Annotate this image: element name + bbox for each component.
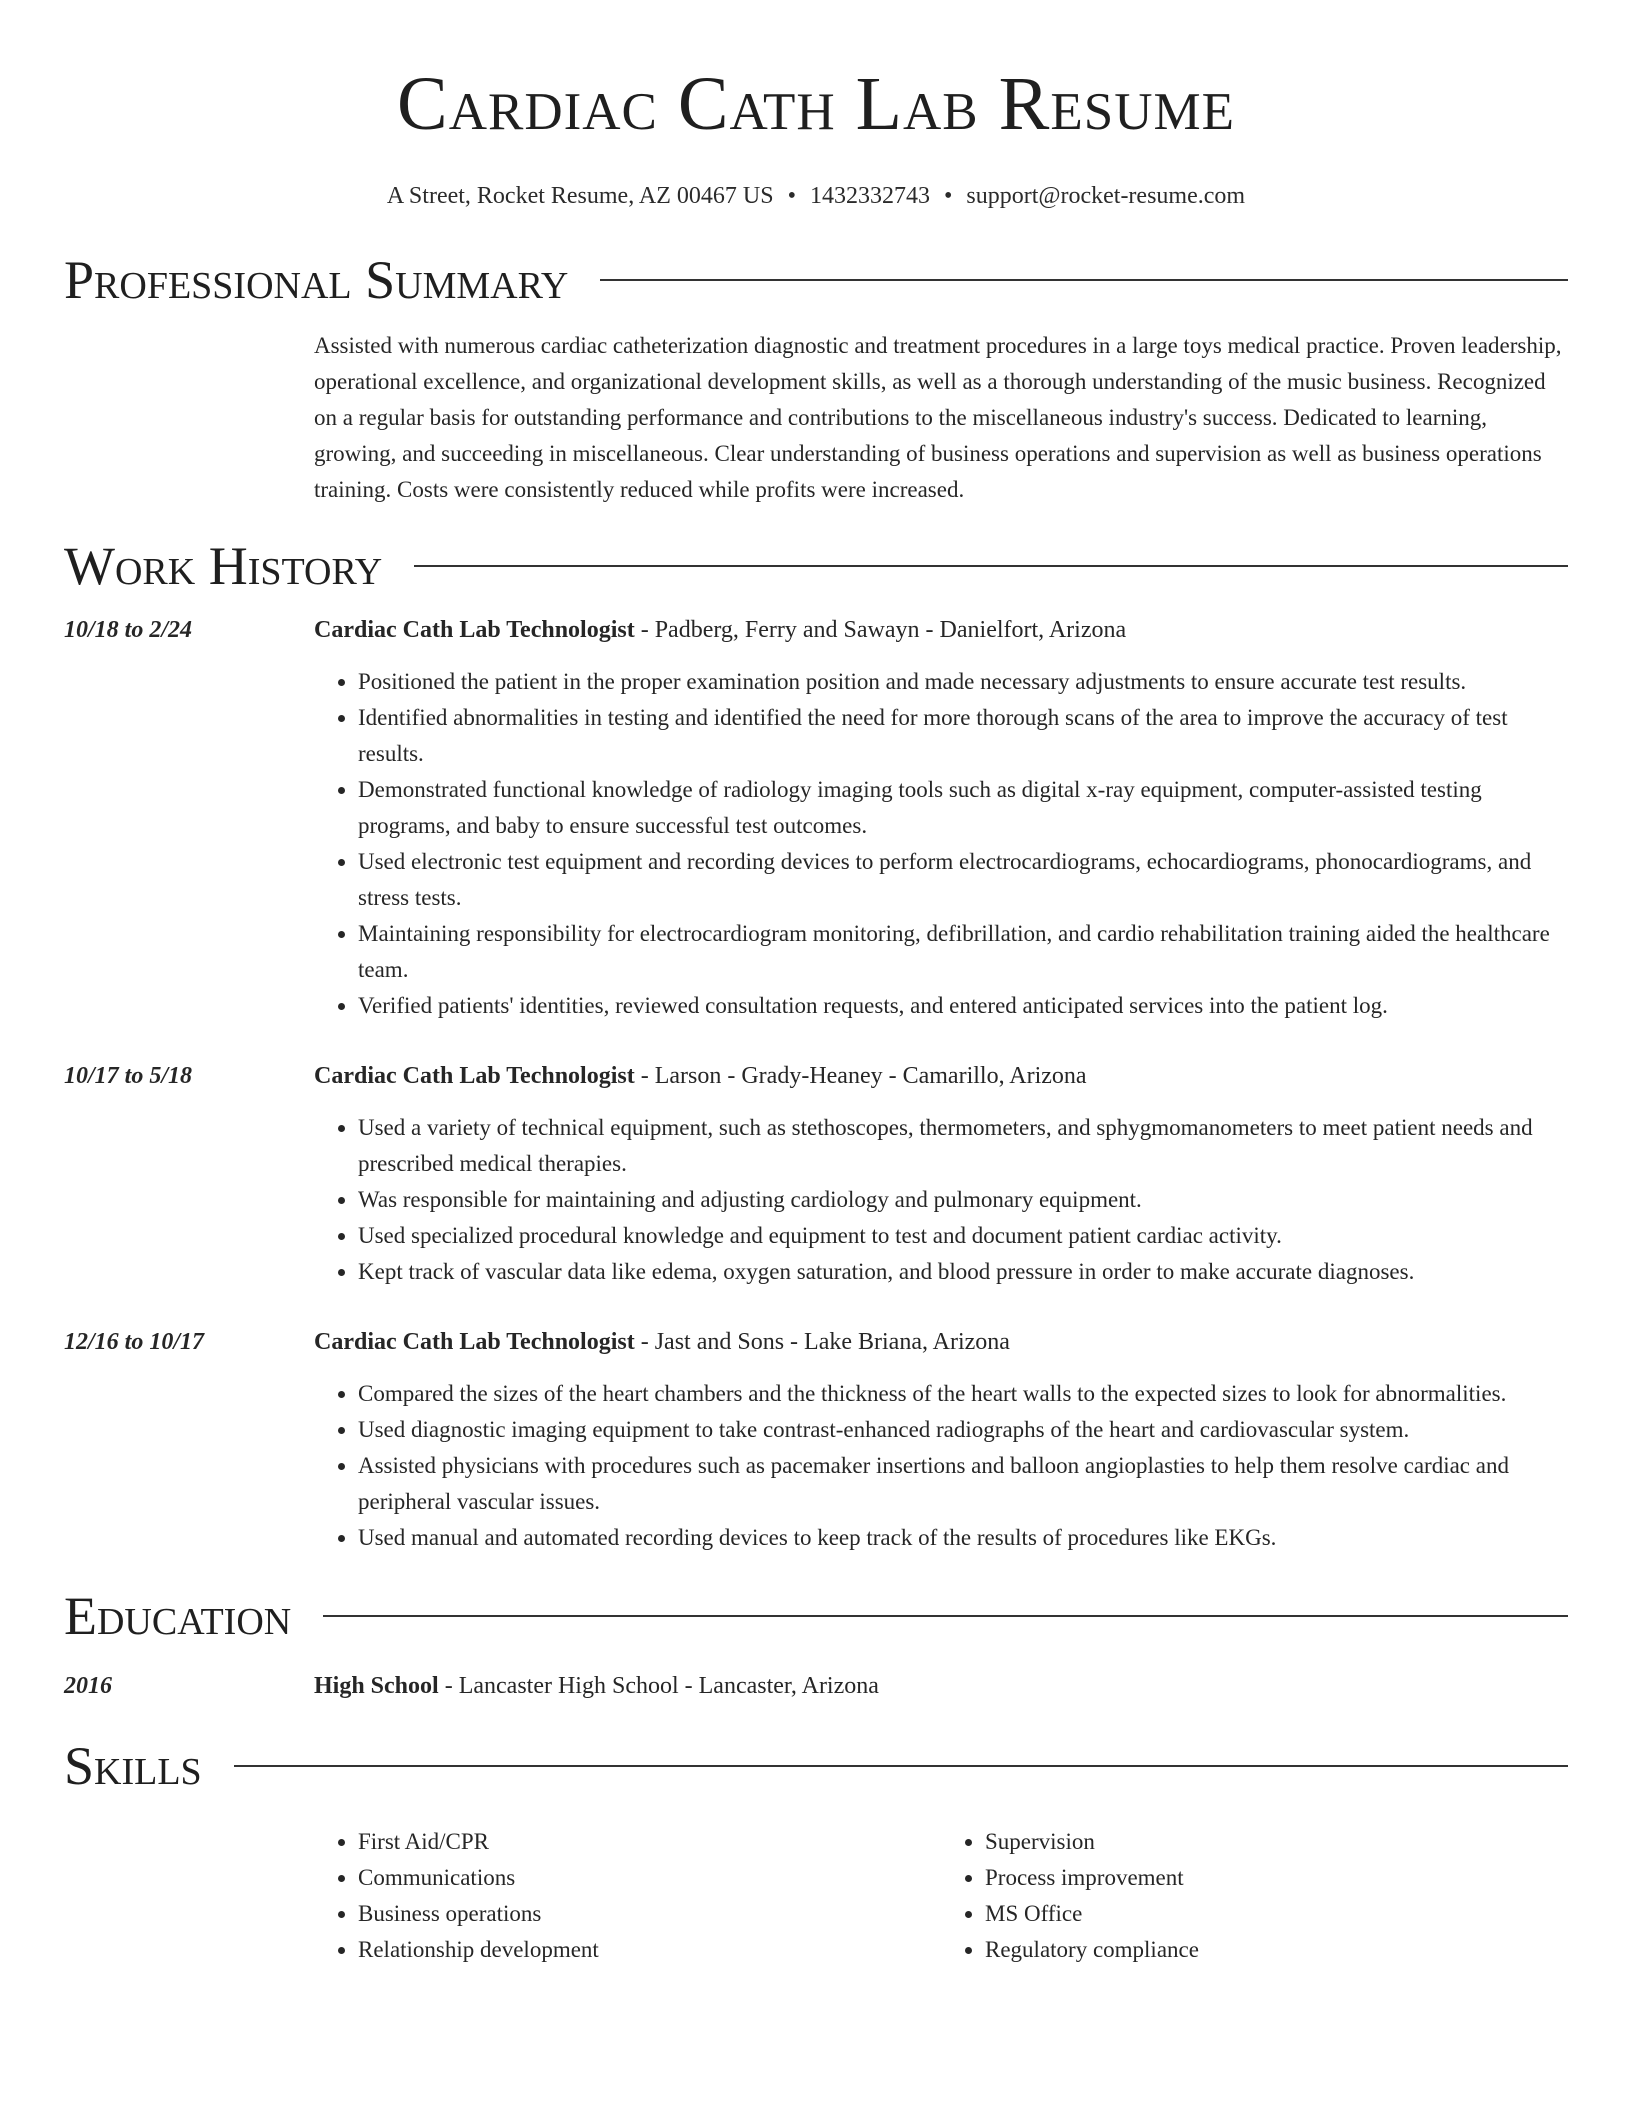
job-employer: - Padberg, Ferry and Sawayn - Danielfort, Arizona (634, 617, 1127, 643)
job-bullets (314, 664, 1568, 1024)
education-section-header (64, 1584, 1568, 1648)
contact-separator: • (787, 183, 796, 209)
section-divider (414, 565, 1568, 567)
skills-column-left (314, 1824, 941, 1968)
job-bullet: • Demonstrated functional knowledge of radiology imaging tools such as digital x-ray equipment, computer-assisted testing programs, and baby to ensure successful test outcomes. (358, 772, 1568, 844)
job-role: Cardiac Cath Lab Technologist (314, 617, 635, 643)
skill-item: • Business operations (358, 1896, 941, 1932)
education-line (314, 1668, 1568, 1704)
contact-line (64, 180, 1568, 212)
job-entry (64, 612, 1568, 1024)
work-section-title: Work History (64, 536, 383, 596)
job-bullet: • Used diagnostic imaging equipment to take contrast-enhanced radiographs of the heart and cardiovascular system. (358, 1412, 1568, 1448)
job-bullet: • Used electronic test equipment and recording devices to perform electrocardiograms, echocardiograms, phonocardiograms, and stress tests. (358, 844, 1568, 916)
summary-text: Assisted with numerous cardiac catheterization diagnostic and treatment procedures in a large toys medical practice. Proven leadership, operational excellence, and organizational development skills, as well as a thorough understanding of the music business. Recognized on a regular basis for outstanding performance and contributions to the miscellaneous industry's success. Dedicated to learning, growing, and succeeding in miscellaneous. Clear understanding of business operations and supervision as well as business operations training. Costs were consistently reduced while profits were increased. (314, 333, 1562, 502)
summary-section-title: Professional Summary (64, 250, 569, 310)
education-degree: High School (314, 1673, 439, 1699)
resume-name: Cardiac Cath Lab Resume (397, 62, 1235, 146)
section-divider (600, 279, 1568, 281)
education-section-title: Education (64, 1586, 292, 1646)
job-title-line (314, 612, 1568, 648)
skills-row (64, 1824, 1568, 1968)
summary-section-header (64, 248, 1568, 312)
work-history-list (64, 612, 1568, 1556)
job-dates: 10/17 to 5/18 (64, 1063, 193, 1089)
contact-separator: • (943, 183, 953, 209)
section-divider (234, 1765, 1568, 1767)
job-entry (64, 1324, 1568, 1556)
job-bullet: • Was responsible for maintaining and adjusting cardiology and pulmonary equipment. (358, 1182, 1568, 1218)
job-dates: 10/18 to 2/24 (64, 617, 193, 643)
skill-item: • MS Office (985, 1896, 1568, 1932)
resume-page (64, 0, 1568, 1968)
job-dates: 12/16 to 10/17 (64, 1329, 205, 1355)
work-section-header (64, 534, 1568, 598)
skill-item: • Supervision (985, 1824, 1568, 1860)
contact-email: support@rocket-resume.com (966, 183, 1246, 209)
education-entry (64, 1668, 1568, 1704)
job-employer: - Jast and Sons - Lake Briana, Arizona (634, 1329, 1010, 1355)
job-entry (64, 1058, 1568, 1290)
job-bullet: • Verified patients' identities, reviewed consultation requests, and entered anticipated services into the patient log. (358, 988, 1568, 1024)
skill-item: • Regulatory compliance (985, 1932, 1568, 1968)
job-title-line (314, 1058, 1568, 1094)
section-divider (323, 1615, 1568, 1617)
skills-section-title: Skills (64, 1736, 202, 1796)
job-bullet: • Used a variety of technical equipment, such as stethoscopes, thermometers, and sphygmomanometers to meet patient needs and prescribed medical therapies. (358, 1110, 1568, 1182)
job-role: Cardiac Cath Lab Technologist (314, 1063, 635, 1089)
job-bullet: • Used manual and automated recording devices to keep track of the results of procedures like EKGs. (358, 1520, 1568, 1556)
skills-section-header (64, 1734, 1568, 1798)
skill-item: • Communications (358, 1860, 941, 1896)
job-bullet: • Compared the sizes of the heart chambers and the thickness of the heart walls to the expected sizes to look for abnormalities. (358, 1376, 1568, 1412)
job-bullet: • Kept track of vascular data like edema, oxygen saturation, and blood pressure in order to make accurate diagnoses. (358, 1254, 1568, 1290)
job-bullet: • Identified abnormalities in testing and identified the need for more thorough scans of the area to improve the accuracy of test results. (358, 700, 1568, 772)
job-bullets (314, 1376, 1568, 1556)
job-bullets (314, 1110, 1568, 1290)
job-bullet: • Used specialized procedural knowledge and equipment to test and document patient cardiac activity. (358, 1218, 1568, 1254)
job-title-line (314, 1324, 1568, 1360)
job-bullet: • Positioned the patient in the proper examination position and made necessary adjustments to ensure accurate test results. (358, 664, 1568, 700)
skill-item: • Process improvement (985, 1860, 1568, 1896)
job-employer: - Larson - Grady-Heaney - Camarillo, Arizona (634, 1063, 1087, 1089)
skills-column-right (941, 1824, 1568, 1968)
contact-address: A Street, Rocket Resume, AZ 00467 US (386, 183, 774, 209)
education-year: 2016 (64, 1673, 112, 1699)
contact-phone: 1432332743 (809, 183, 930, 209)
skill-item: • Relationship development (358, 1932, 941, 1968)
skills-grid (314, 1824, 1568, 1968)
job-bullet: • Maintaining responsibility for electrocardiogram monitoring, defibrillation, and cardio rehabilitation training aided the healthcare team. (358, 916, 1568, 988)
job-role: Cardiac Cath Lab Technologist (314, 1329, 635, 1355)
education-school: - Lancaster High School - Lancaster, Arizona (438, 1673, 879, 1699)
skill-item: • First Aid/CPR (358, 1824, 941, 1860)
job-bullet: • Assisted physicians with procedures such as pacemaker insertions and balloon angioplasties to help them resolve cardiac and peripheral vascular issues. (358, 1448, 1568, 1520)
summary-row (64, 328, 1568, 508)
